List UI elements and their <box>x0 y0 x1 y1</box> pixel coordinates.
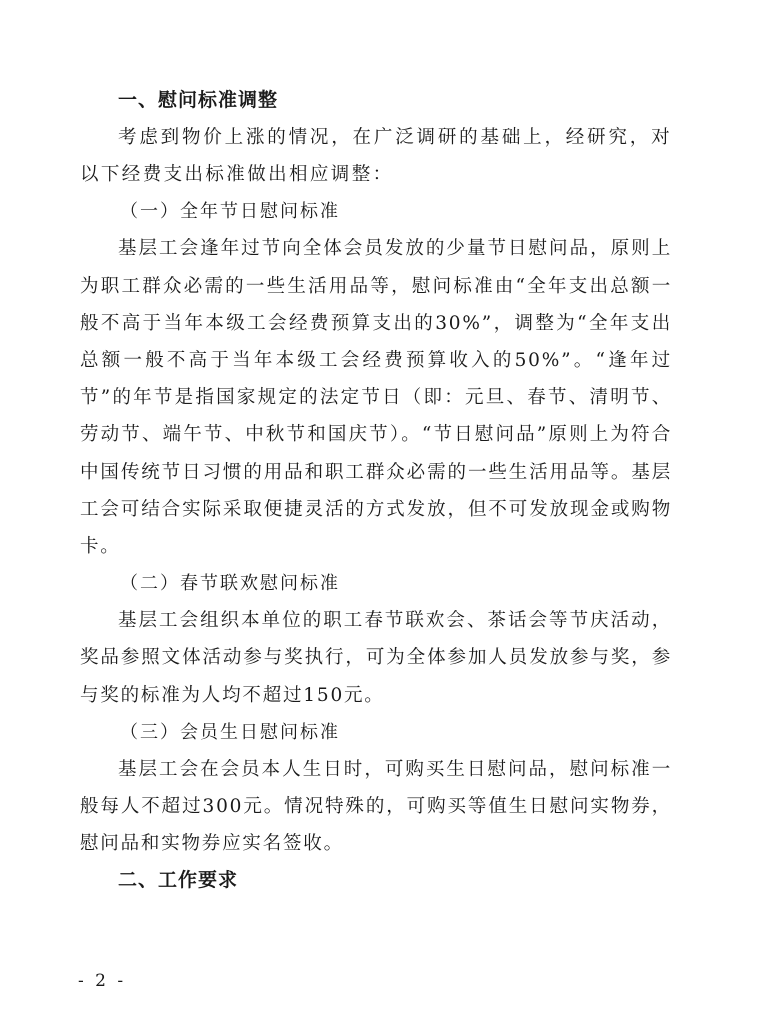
subsection-heading-holiday: （一）全年节日慰问标准 <box>120 201 340 223</box>
holiday-paragraph: 基层工会逢年过节向全体会员发放的少量节日慰问品，原则上为职工群众必需的一些生活用品等，慰问标准由“全年支出总额一般不高于当年本级工会经费预算支出的30%”，调整为“全年支出总额一般不高于当年本级工会经费预算收入的50%”。“逢年过节”的年节是指国家规定的法定节日（即：元旦、春节、清明节、劳动节、端午节、中秋节和国庆节）。“节日慰问品”原则上为符合中国传统节日习惯的用品和职工群众必需的一些生活用品等。基层工会可结合实际采取便捷灵活的方式发放，但不可发放现金或购物卡。 <box>80 238 672 558</box>
page-number: - 2 - <box>78 971 127 991</box>
section-heading-adjustment: 一、慰问标准调整 <box>118 89 279 111</box>
page-content <box>80 82 672 899</box>
birthday-paragraph: 基层工会在会员本人生日时，可购买生日慰问品，慰问标准一般每人不超过300元。情况特殊的，可购买等值生日慰问实物券，慰问品和实物券应实名签收。 <box>80 758 672 855</box>
subsection-heading-spring-festival: （二）春节联欢慰问标准 <box>120 573 340 595</box>
spring-festival-paragraph: 基层工会组织本单位的职工春节联欢会、茶话会等节庆活动，奖品参照文体活动参与奖执行，可为全体参加人员发放参与奖，参与奖的标准为人均不超过150元。 <box>80 610 672 706</box>
section-heading-requirements: 二、工作要求 <box>118 869 239 892</box>
subsection-heading-birthday: （三）会员生日慰问标准 <box>120 721 340 743</box>
intro-paragraph: 考虑到物价上涨的情况，在广泛调研的基础上，经研究，对以下经费支出标准做出相应调整： <box>80 127 672 186</box>
